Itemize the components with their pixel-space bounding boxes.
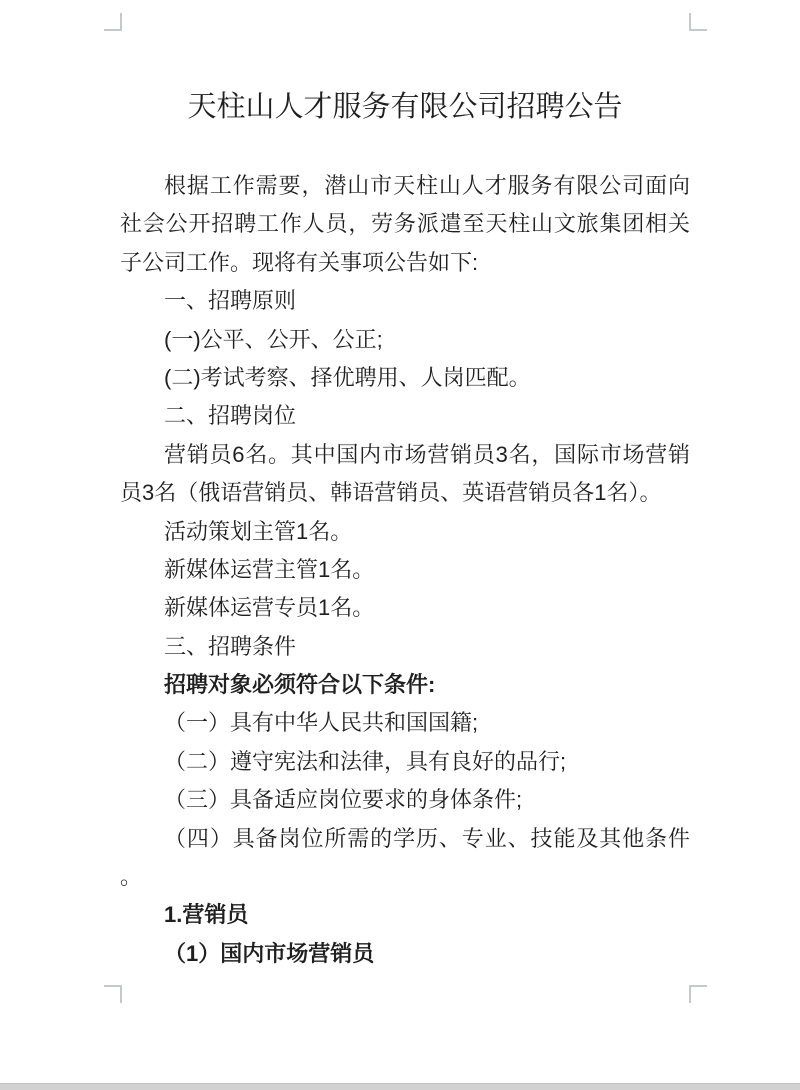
document-body [120,167,690,973]
document-line: 。 [120,864,143,890]
page-margin-mark-top-left [104,13,122,31]
document-line: 新媒体运营主管1名。 [164,556,375,582]
document-line: 活动策划主管1名。 [164,518,353,544]
page-margin-mark-bottom-right [689,985,707,1003]
document-line: （三）具备适应岗位要求的身体条件; [164,787,523,813]
document-title: 天柱山人才服务有限公司招聘公告 [187,91,623,123]
document-line: (二)考试考察、择优聘用、人岗匹配。 [164,364,531,390]
document-line: 三、招聘条件 [164,633,297,659]
document-line: 一、招聘原则 [164,288,297,314]
document-line: (一)公平、公开、公正; [164,326,383,352]
document-line: 1.营销员 [164,902,249,928]
document-line: （1）国内市场营销员 [164,940,375,966]
document-line: 员3名（俄语营销员、韩语营销员、英语营销员各1名）。 [120,480,662,506]
document-line: 营销员6名。其中国内市场营销员3名，国际市场营销 [164,441,690,467]
bottom-edge-bar [0,1083,800,1090]
document-line: （四）具备岗位所需的学历、专业、技能及其他条件 [164,825,690,851]
document-line: 子公司工作。现将有关事项公告如下: [120,249,479,275]
document-line: （二）遵守宪法和法律，具有良好的品行; [164,748,567,774]
document-line: （一）具有中华人民共和国国籍; [164,710,479,736]
document-line: 根据工作需要，潜山市天柱山人才服务有限公司面向 [164,173,690,198]
document-line: 招聘对象必须符合以下条件: [164,672,436,698]
document-line: 社会公开招聘工作人员，劳务派遣至天柱山文旅集团相关 [120,211,690,237]
document-line: 二、招聘岗位 [164,403,297,429]
page-margin-mark-top-right [689,13,707,31]
document-line: 新媒体运营专员1名。 [164,595,375,621]
page-margin-mark-bottom-left [104,985,122,1003]
